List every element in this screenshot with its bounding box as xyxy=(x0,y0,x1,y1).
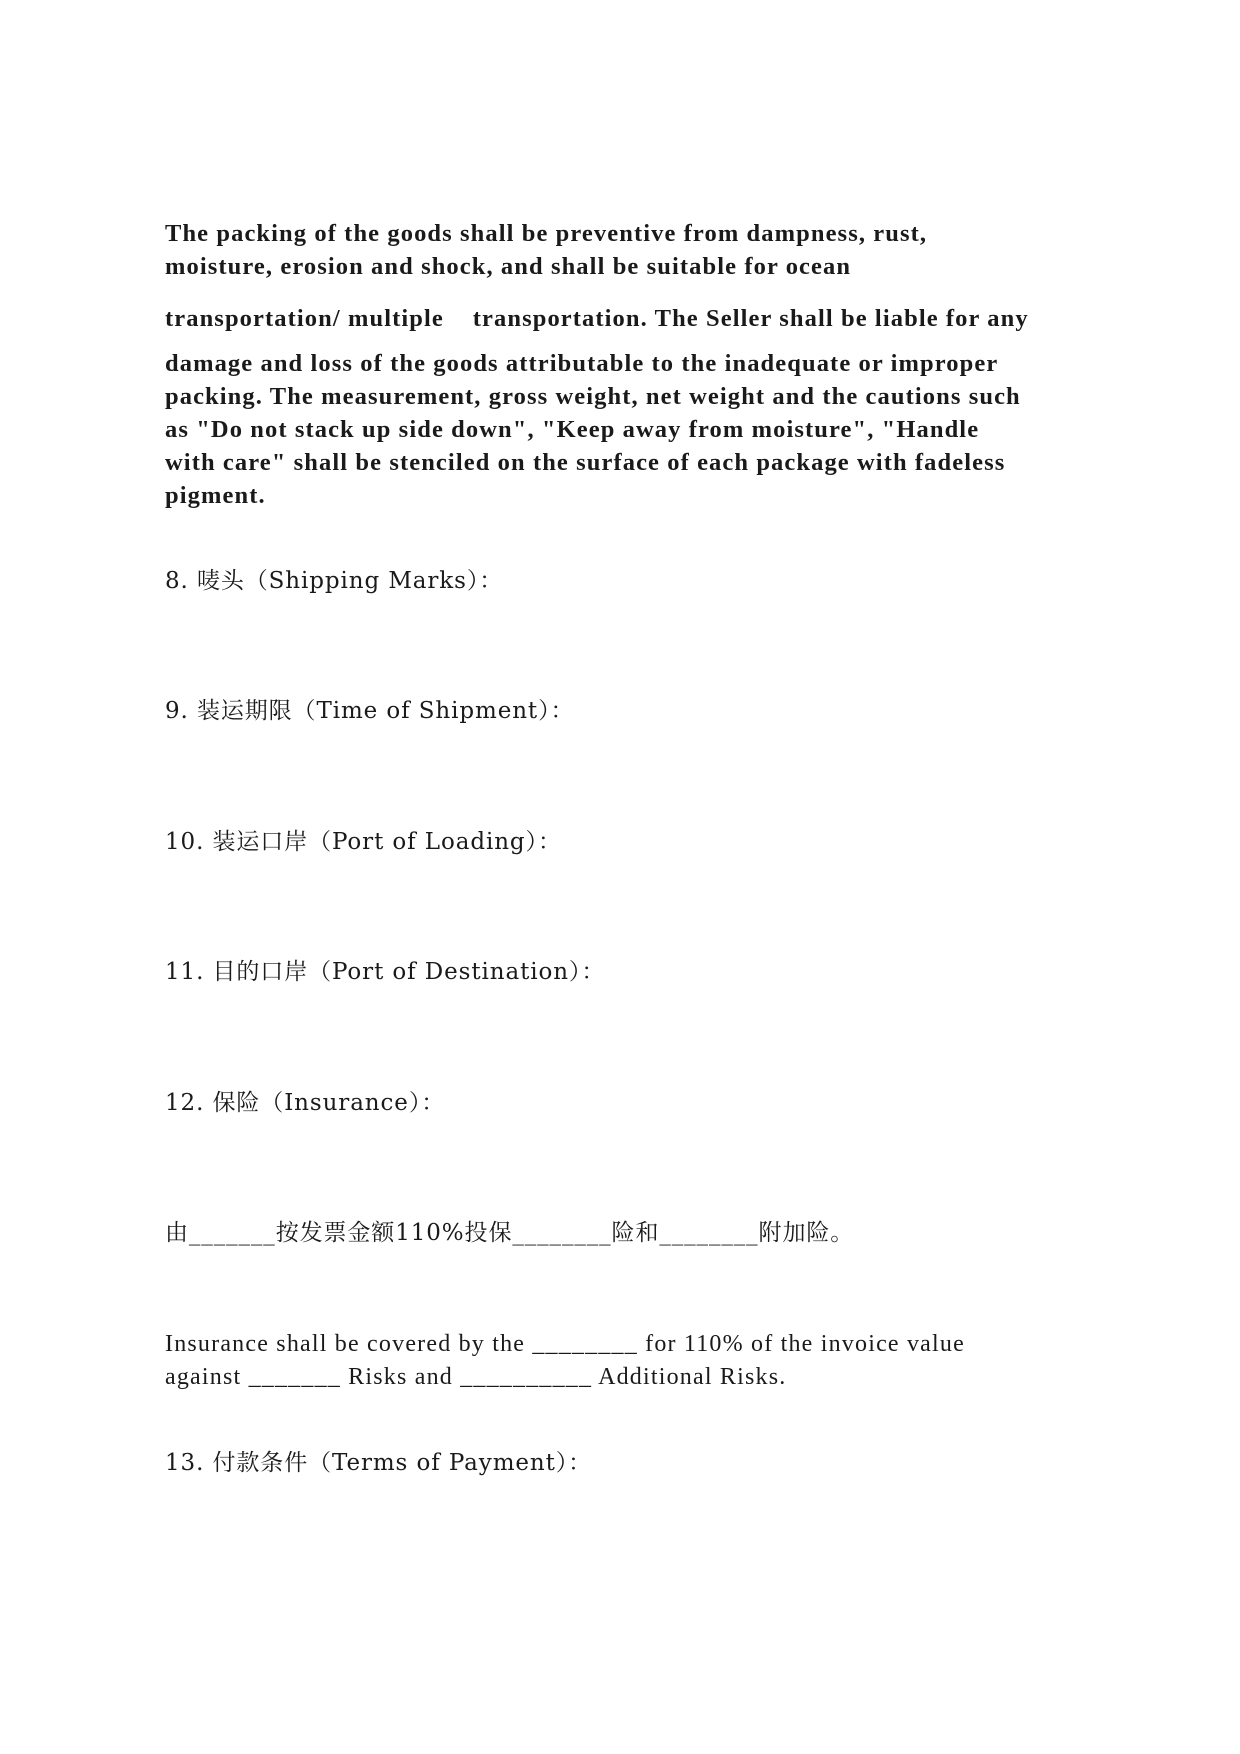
packing-clause-line-4: damage and loss of the goods attributable to the inadequate or improper xyxy=(165,350,999,377)
packing-clause-line-5: packing. The measurement, gross weight, net weight and the cautions such xyxy=(165,383,1021,410)
section-port-of-loading: 10. 装运口岸（Port of Loading）： xyxy=(165,829,562,855)
insurance-english-line-2: against _______ Risks and __________ Additional Risks. xyxy=(165,1364,787,1390)
packing-clause-line-3: transportation/ multiple transportation. The Seller shall be liable for any xyxy=(165,305,1029,332)
section-insurance: 12. 保险（Insurance）： xyxy=(165,1090,446,1116)
section-shipping-marks: 8. 唛头（Shipping Marks）： xyxy=(165,568,504,594)
insurance-chinese-clause: 由_______按发票金额110%投保________险和________附加险。 xyxy=(165,1220,855,1246)
packing-clause-line-2: moisture, erosion and shock, and shall be suitable for ocean xyxy=(165,253,852,280)
section-port-of-destination: 11. 目的口岸（Port of Destination）： xyxy=(165,959,606,985)
section-time-of-shipment: 9. 装运期限（Time of Shipment）： xyxy=(165,698,575,724)
packing-clause-line-1: The packing of the goods shall be preventive from dampness, rust, xyxy=(165,220,928,247)
packing-clause-line-7: with care" shall be stenciled on the surface of each package with fadeless xyxy=(165,449,1006,476)
packing-clause-line-8: pigment. xyxy=(165,482,266,509)
section-terms-of-payment: 13. 付款条件（Terms of Payment）： xyxy=(165,1450,593,1476)
packing-clause-line-6: as "Do not stack up side down", "Keep away from moisture", "Handle xyxy=(165,416,980,443)
insurance-english-line-1: Insurance shall be covered by the ________ for 110% of the invoice value xyxy=(165,1331,965,1357)
